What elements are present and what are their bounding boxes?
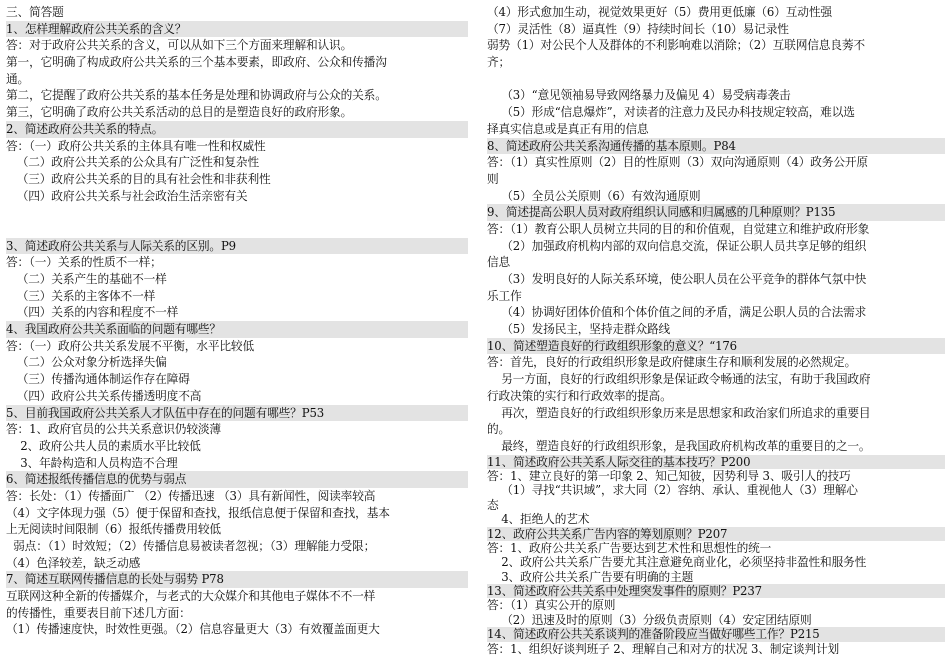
text-line: 弱点：（1）时效短；（2）传播信息易被读者忽视；（3）理解能力受限； [6,539,376,553]
question-heading: 5、目前我国政府公共关系人才队伍中存在的问题有哪些？P53 [6,405,468,422]
text-line: 的。 [487,422,511,437]
text-line: 上无阅读时间限制（6）报纸传播费用较低 [6,522,221,537]
text-line: （4）文字体现力强（5）便于保留和查找，报纸信息便于保留和查找，基本 [6,505,390,520]
text-line: 答：1、组织好谈判班子 2、理解自己和对方的状况 3、制定谈判计划 [487,641,840,656]
question-heading: 14、简述政府公共关系谈判的准备阶段应当做好哪些工作？P215 [487,627,945,641]
text-line: 最终，塑造良好的行政组织形象，是我国政府机构改革的重要目的之一。 [487,438,871,453]
text-line: （4）协调好团体价值和个体价值之间的矛盾，满足公职人员的合法需求 [487,305,867,320]
text-line: （2）加强政府机构内部的双向信息交流，保证公职人员共享足够的组织 [487,238,867,253]
text-line: （4）形式愈加生动，视觉效果更好（5）费用更低廉（6）互动性强 [487,5,832,19]
text-line: 答：（一）关系的性质不一样； [6,255,162,270]
text-line: 第一，它明确了构成政府公共关系的三个基本要素，即政府、公众和传播沟 [6,55,387,70]
text-line: 答：（1）真实性原则（2）目的性原则（3）双向沟通原则（4）政务公开原 [487,155,868,170]
text-line: （四）政府公共关系传播透明度不高 [6,388,202,403]
text-line: 2、政府公共人员的素质水平比较低 [6,438,201,453]
text-line: 答：对于政府公共关系的含义，可以从如下三个方面来理解和认识。 [6,38,353,53]
text-line: 答：（1）教育公职人员树立共同的目的和价值观，自觉建立和维护政府形象 [487,221,870,236]
text-line: 2、政府公共关系广告要尤其注意避免商业化，必须坚持非盈性和服务性 [487,555,867,570]
text-line: （三）关系的主客体不一样 [6,288,156,303]
text-line: 择真实信息或是真正有用的信息 [487,121,649,136]
question-heading: 13、简述政府公共关系中处理突发事件的原则？P237 [487,584,945,598]
question-heading: 6、简述报纸传播信息的优势与弱点 [6,471,468,488]
question-heading: 4、我国政府公共关系面临的问题有哪些？ [6,321,468,338]
text-line: 齐； [487,55,511,70]
text-line: （4）色泽较差，缺乏动感 [6,555,141,570]
question-heading: 10、简述塑造良好的行政组织形象的意义？“176 [487,338,945,355]
text-line: 通。 [6,71,30,86]
text-line: （二）政府公共关系的公众具有广泛性和复杂性 [6,155,259,170]
text-line: 互联网这种全新的传播媒介，与老式的大众媒介和其他电子媒体不不一样 [6,589,376,604]
blank-line [487,71,945,88]
question-heading: 12、政府公共关系广告内容的筹划原则？P207 [487,527,945,541]
text-line: 的传播性，重要表目前下述几方面： [6,605,191,620]
text-line: 答：首先，良好的行政组织形象是政府健康生存和顺利发展的必然规定。 [487,355,857,370]
left-column [6,4,468,638]
text-line: （二）关系产生的基础不一样 [6,272,167,286]
text-line: 行政决策的实行和行政效率的提高。 [487,388,672,403]
text-line: （二）公众对象分析选择失偏 [6,355,167,370]
text-line: 弱势（1）对公民个人及群体的不利影响难以消除；（2）互联网信息良莠不 [487,38,865,53]
text-line: 第二，它提醒了政府公共关系的基本任务是处理和协调政府与公众的关系。 [6,88,387,103]
text-line: 第三，它明确了政府公共关系活动的总目的是塑造良好的政府形象。 [6,105,353,120]
question-heading: 7、简述互联网传播信息的长处与弱势 P78 [6,571,468,588]
text-line: 答：（一）政府公共关系的主体具有唯一性和权威性 [6,138,266,153]
text-line: 三、简答题 [6,5,64,19]
text-line: （5）形成“信息爆炸”，对读者的注意力及民办科技规定较高，难以选 [487,105,855,120]
text-line: 答：1、政府官员的公共关系意识仍较淡薄 [6,422,221,437]
text-line: 答：（一）政府公共关系发展不平衡，水平比较低 [6,338,254,353]
text-line: （三）传播沟通体制运作存在障碍 [6,372,190,387]
text-line: （5）发扬民主，坚持走群众路线 [487,322,671,337]
right-column [487,4,945,656]
text-line: （5）全员公关原则（6）有效沟通原则 [487,188,701,203]
text-line: 再次，塑造良好的行政组织形象历来是思想家和政治家们所追求的重要目 [487,405,871,420]
text-line: 3、年龄构造和人员构造不合理 [6,455,178,470]
text-line: 答：1、建立良好的第一印象 2、知己知彼，因势利导 3、吸引人的技巧 [487,468,851,483]
text-line: 答：（1）真实公开的原则 [487,598,616,613]
text-line: 另一方面，良好的行政组织形象是保证政令畅通的法宝，有助于我国政府 [487,372,871,387]
text-line: （7）灵活性（8）逼真性（9）持续时间长（10）易记录性 [487,21,789,36]
question-heading: 8、简述政府公共关系沟通传播的基本原则。P84 [487,138,945,155]
text-line: 信息 [487,255,511,270]
question-heading: 11、简述政府公共关系人际交往的基本技巧？P200 [487,455,945,469]
text-line: 3、政府公共关系广告要有明确的主题 [487,569,694,584]
text-line: （1）寻找“共识域”，求大同（2）容纳、承认、重视他人（3）理解心 [487,483,858,498]
text-line: （3）“意见领袖易导致网络暴力及偏见 4）易受病毒袭击 [487,88,791,103]
text-line: （1）传播速度快，时效性更强。（2）信息容量更大（3）有效覆盖面更大 [6,622,380,637]
text-line: 态 [487,497,499,512]
question-heading: 9、简述提高公职人员对政府组织认同感和归属感的几种原则？P135 [487,204,945,221]
question-heading: 3、简述政府公共关系与人际关系的区别。P9 [6,238,468,255]
text-line: 答：1、政府公共关系广告要达到艺术性和思想性的统一 [487,540,772,555]
question-heading: 1、怎样理解政府公共关系的含义？ [6,21,468,38]
text-line: 乐工作 [487,288,522,303]
text-line: （四）关系的内容和程度不一样 [6,305,179,320]
text-line: （3）发明良好的人际关系环境，使公职人员在公平竞争的群体气氛中快 [487,272,867,286]
text-line: 4、拒绝人的艺术 [487,512,590,527]
blank-line [6,204,468,221]
blank-line [6,221,468,238]
text-line: （四）政府公共关系与社会政治生活亲密有关 [6,188,248,203]
text-line: （三）政府公共关系的目的具有社会性和非获利性 [6,171,271,186]
text-line: （2）迅速及时的原则（3）分级负责原则（4）安定团结原则 [487,612,812,627]
text-line: 答：长处：（1）传播面广 （2）传播迅速 （3）具有新闻性，阅读率较高 [6,488,376,503]
question-heading: 2、简述政府公共关系的特点。 [6,121,468,138]
text-line: 则 [487,171,499,186]
